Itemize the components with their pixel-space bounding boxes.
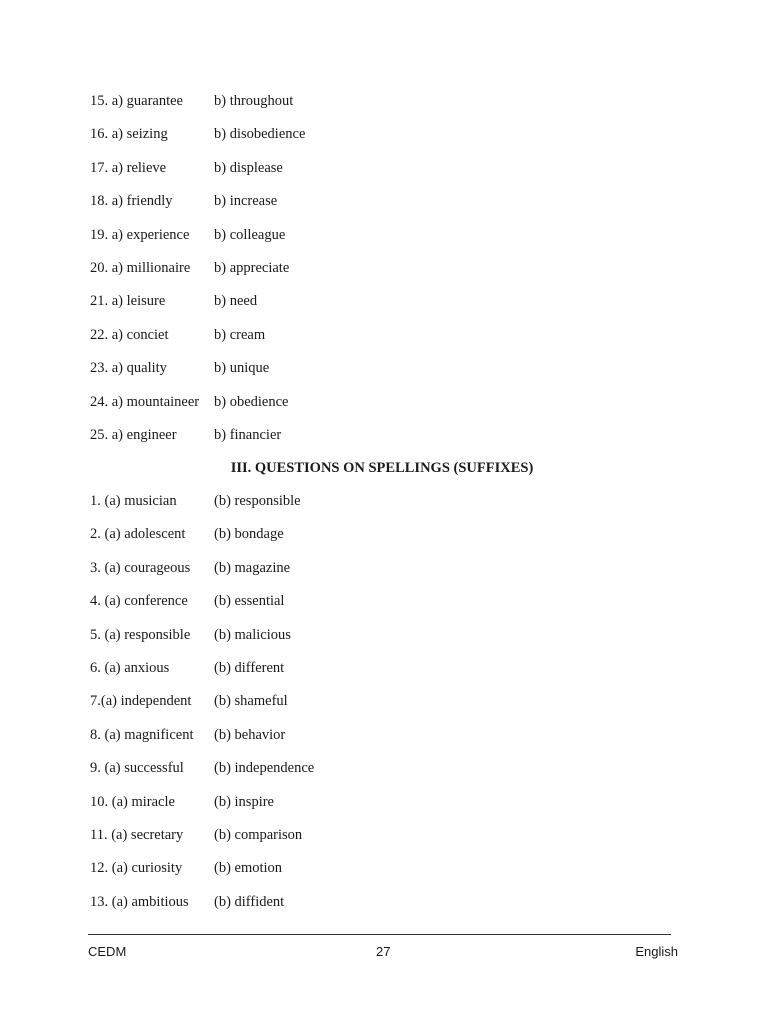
- list-item: [90, 658, 690, 691]
- list-item: [90, 258, 690, 291]
- option-b: b) disobedience: [214, 126, 306, 143]
- list-item: [90, 858, 690, 891]
- option-b: (b) bondage: [214, 526, 284, 543]
- option-b: b) throughout: [214, 93, 294, 109]
- option-b: (b) behavior: [214, 726, 286, 743]
- option-a: 11. (a) secretary: [90, 826, 184, 843]
- option-a: 18. a) friendly: [90, 193, 173, 210]
- footer-subject: English: [635, 944, 678, 959]
- list-item: [90, 524, 690, 557]
- list-item: [90, 725, 690, 758]
- option-a: 7.(a) independent: [90, 693, 192, 710]
- option-b: (b) different: [214, 659, 285, 676]
- list-item: [90, 892, 690, 925]
- option-a: 12. (a) curiosity: [90, 860, 183, 877]
- option-b: (b) emotion: [214, 860, 283, 877]
- option-b: (b) comparison: [214, 826, 303, 843]
- option-b: b) increase: [214, 193, 278, 210]
- footer-publisher: CEDM: [88, 944, 127, 959]
- list-item: [90, 392, 690, 425]
- list-item: [90, 758, 690, 791]
- option-a: 23. a) quality: [90, 360, 167, 377]
- option-b: b) cream: [214, 326, 266, 343]
- option-a: 8. (a) magnificent: [90, 726, 194, 743]
- page-number: 27: [376, 944, 391, 959]
- option-b: (b) responsible: [214, 493, 301, 509]
- option-a: 2. (a) adolescent: [90, 526, 186, 543]
- option-a: 5. (a) responsible: [90, 626, 191, 643]
- option-b: (b) inspire: [214, 793, 274, 810]
- option-b: b) colleague: [214, 226, 286, 243]
- option-a: 6. (a) anxious: [90, 659, 170, 676]
- list-item: [90, 825, 690, 858]
- list-item: [90, 591, 690, 624]
- list-item: [90, 491, 690, 524]
- page-footer: [88, 942, 678, 962]
- option-b: (b) diffident: [214, 893, 285, 910]
- option-b: b) need: [214, 293, 258, 310]
- list-item: [90, 691, 690, 724]
- option-a: 17. a) relieve: [90, 159, 167, 176]
- option-a: 4. (a) conference: [90, 593, 188, 610]
- option-b: (b) shameful: [214, 693, 288, 710]
- option-b: (b) malicious: [214, 626, 291, 643]
- list-item: [90, 91, 690, 124]
- option-a: 16. a) seizing: [90, 126, 168, 143]
- option-a: 25. a) engineer: [90, 426, 177, 443]
- option-b: (b) magazine: [214, 559, 291, 576]
- list-item: [90, 225, 690, 258]
- list-item: [90, 558, 690, 591]
- option-a: 24. a) mountaineer: [90, 393, 200, 410]
- word-list-section-3: [90, 491, 690, 925]
- option-a: 21. a) leisure: [90, 293, 166, 310]
- list-item: [90, 191, 690, 224]
- option-a: 1. (a) musician: [90, 493, 177, 509]
- section-heading: [0, 458, 768, 478]
- word-list-section-2: [90, 91, 690, 458]
- list-item: [90, 291, 690, 324]
- option-a: 15. a) guarantee: [90, 93, 183, 109]
- list-item: [90, 425, 690, 458]
- list-item: [90, 792, 690, 825]
- option-a: 19. a) experience: [90, 226, 190, 243]
- footer-divider: [88, 934, 671, 935]
- option-b: b) unique: [214, 360, 270, 377]
- list-item: [90, 158, 690, 191]
- option-a: 20. a) millionaire: [90, 259, 191, 276]
- option-b: (b) independence: [214, 760, 315, 777]
- list-item: [90, 124, 690, 157]
- option-a: 3. (a) courageous: [90, 559, 191, 576]
- option-b: b) displease: [214, 159, 283, 176]
- section-heading-text: III. QUESTIONS ON SPELLINGS (SUFFIXES): [230, 460, 534, 476]
- list-item: [90, 625, 690, 658]
- list-item: [90, 325, 690, 358]
- option-b: (b) essential: [214, 593, 285, 610]
- option-b: b) obedience: [214, 393, 289, 410]
- option-a: 22. a) conciet: [90, 326, 169, 343]
- option-a: 13. (a) ambitious: [90, 893, 189, 910]
- list-item: [90, 358, 690, 391]
- option-b: b) financier: [214, 426, 282, 443]
- option-a: 10. (a) miracle: [90, 793, 175, 810]
- option-a: 9. (a) successful: [90, 760, 184, 777]
- option-b: b) appreciate: [214, 259, 290, 276]
